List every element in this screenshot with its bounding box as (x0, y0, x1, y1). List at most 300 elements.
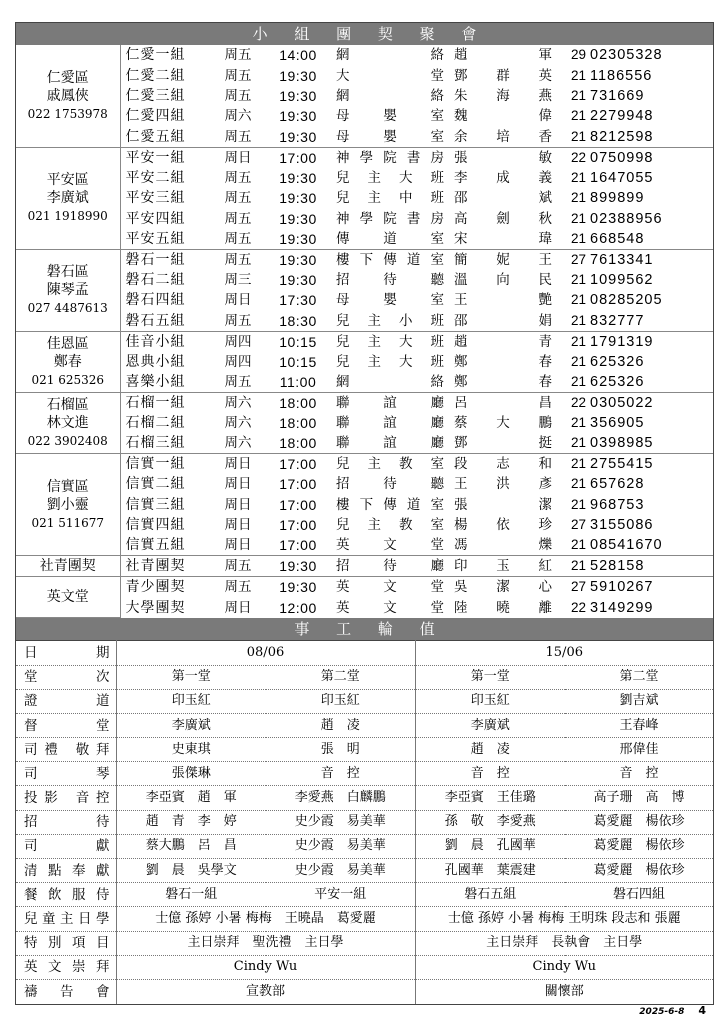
duty-cell: 高子珊 高 博 (565, 786, 713, 810)
meeting-venue: 母嬰室 (336, 108, 444, 125)
meeting-time: 19:30 (260, 577, 336, 598)
bulletin-sheet (15, 22, 714, 1005)
phone-number: 5910267 (590, 577, 713, 598)
phone-prefix: 21 (570, 210, 586, 226)
meeting-day: 周日 (216, 147, 260, 168)
area-cell (16, 147, 120, 249)
page-footer (639, 1004, 706, 1017)
area-name: 磐石區 (46, 264, 89, 281)
meeting-day: 周三 (224, 271, 252, 288)
meeting-day: 周六 (224, 108, 252, 125)
contact-person: 陸曉離 (454, 599, 552, 616)
duty-label: 司獻 (16, 834, 116, 858)
meeting-time: 18:30 (279, 312, 317, 329)
meeting-day: 周六 (224, 435, 252, 452)
duty-cell: 第一堂 (116, 665, 266, 689)
meeting-time: 18:00 (279, 435, 317, 452)
group-name: 平安五組 (125, 230, 186, 247)
duty-cell: 趙 凌 (266, 713, 415, 737)
group-row (16, 208, 713, 228)
duty-label: 招待 (16, 810, 116, 834)
duty-row (16, 810, 713, 834)
group-name: 信實四組 (125, 517, 186, 534)
phone-prefix: 21 (570, 108, 586, 124)
group-row (16, 106, 713, 126)
group-row (16, 311, 713, 332)
meeting-venue: 網絡 (336, 373, 444, 390)
area-phone: 027 4487613 (27, 301, 108, 316)
group-name: 石榴一組 (120, 392, 216, 413)
duty-row (16, 665, 713, 689)
meeting-venue: 兒主教室 (336, 517, 444, 534)
meeting-venue: 大堂 (336, 67, 444, 84)
area-cell (16, 454, 120, 556)
duty-cell: 主日崇拜 聖洗禮 主日學 (116, 931, 415, 955)
group-row (16, 433, 713, 454)
meeting-venue: 聯誼廳 (336, 415, 444, 432)
duty-cell: 李廣斌 (116, 713, 266, 737)
group-name: 仁愛四組 (125, 108, 186, 125)
group-row (16, 413, 713, 433)
duty-row (16, 762, 713, 786)
meeting-venue: 兒主教室 (336, 454, 454, 475)
area-phone: 021 625326 (31, 372, 105, 387)
phone-number: 2279948 (590, 108, 654, 125)
area-phone: 022 1753978 (27, 106, 108, 121)
meeting-venue: 樓下傳道室 (336, 249, 454, 270)
phone-number: 832777 (590, 312, 645, 329)
duty-row (16, 931, 713, 955)
duty-cell: 張傑琳 (116, 762, 266, 786)
meeting-time: 10:15 (279, 353, 317, 370)
phone-prefix: 21 (570, 537, 586, 553)
meeting-venue: 招待廳 (336, 556, 454, 577)
meeting-venue: 母嬰室 (336, 292, 444, 309)
duty-cell: 李亞賓 趙 軍 (116, 786, 266, 810)
phone-number: 668548 (590, 230, 645, 247)
meeting-venue: 母嬰室 (336, 128, 444, 145)
meeting-time: 19:30 (279, 128, 317, 145)
phone-prefix: 21 (570, 271, 586, 287)
group-name: 喜樂小組 (125, 373, 186, 390)
meeting-venue: 招待聽 (336, 476, 444, 493)
meeting-time: 17:00 (260, 454, 336, 475)
duty-label: 禱告會 (16, 979, 116, 1003)
meeting-time: 17:00 (279, 476, 317, 493)
duty-label: 特別項目 (16, 931, 116, 955)
area-name: 仁愛區 (46, 69, 89, 86)
phone-prefix: 21 (570, 67, 586, 83)
meeting-time: 19:30 (279, 230, 317, 247)
meeting-time: 14:00 (279, 47, 317, 64)
phone-prefix: 21 (570, 128, 586, 144)
group-row (16, 168, 713, 188)
contact-person: 鄧挺 (454, 435, 552, 452)
duty-label: 餐飲服侍 (16, 883, 116, 907)
phone-prefix: 21 (560, 331, 590, 352)
meeting-day: 周五 (216, 249, 260, 270)
meeting-venue: 聯誼廳 (336, 435, 444, 452)
meeting-time: 19:30 (279, 271, 317, 288)
meeting-time: 19:30 (279, 190, 317, 207)
meeting-day: 周五 (224, 128, 252, 145)
phone-number: 657628 (590, 476, 645, 493)
phone-prefix: 21 (570, 292, 586, 308)
contact-person: 李成義 (454, 169, 552, 186)
group-name: 平安二組 (125, 169, 186, 186)
meeting-time: 19:30 (279, 108, 317, 125)
duty-cell: 孫 敬 李愛燕 (415, 810, 565, 834)
group-name: 信實一組 (120, 454, 216, 475)
phone-number: 0398985 (590, 435, 654, 452)
group-name: 仁愛五組 (125, 128, 186, 145)
duty-row (16, 713, 713, 737)
meeting-day: 周五 (216, 577, 260, 598)
contact-person: 王洪彥 (454, 476, 552, 493)
meeting-day: 周五 (224, 373, 252, 390)
phone-number: 1099562 (590, 271, 654, 288)
meeting-day: 周日 (224, 476, 252, 493)
contact-person: 呂昌 (454, 392, 560, 413)
meeting-venue: 網絡 (336, 47, 444, 64)
meeting-time: 19:30 (279, 67, 317, 84)
meeting-day: 周五 (224, 67, 252, 84)
meeting-time: 17:00 (260, 147, 336, 168)
duty-cell: 葛愛麗 楊依珍 (565, 810, 713, 834)
meeting-venue: 英文堂 (336, 577, 454, 598)
phone-number: 731669 (590, 87, 645, 104)
group-name: 信實三組 (125, 496, 186, 513)
group-name: 磐石二組 (125, 271, 186, 288)
duty-cell: 王春峰 (565, 713, 713, 737)
meeting-venue: 兒主大班 (336, 169, 444, 186)
meeting-venue: 神學院書房 (336, 210, 444, 227)
group-name: 平安三組 (125, 190, 186, 207)
duty-cell: 音 控 (266, 762, 415, 786)
duty-cell: 葛愛麗 楊依珍 (565, 834, 713, 858)
contact-person: 張潔 (454, 496, 552, 513)
duty-row (16, 907, 713, 931)
meeting-day: 周六 (216, 392, 260, 413)
meeting-time: 17:00 (279, 517, 317, 534)
duty-row (16, 859, 713, 883)
duty-label: 日期 (16, 641, 116, 665)
meeting-time: 10:15 (260, 331, 336, 352)
page-number: 4 (698, 1004, 706, 1017)
group-name: 仁愛三組 (125, 87, 186, 104)
duty-cell: 史少霞 易美華 (266, 859, 415, 883)
duty-row (16, 834, 713, 858)
duty-cell: 士億 孫婷 小暑 梅梅 王明珠 段志和 張麗 (415, 907, 713, 931)
meeting-venue: 招待聽 (336, 271, 444, 288)
group-name: 平安一組 (120, 147, 216, 168)
meeting-day: 周五 (224, 190, 252, 207)
duty-cell: 士億 孫婷 小暑 梅梅 王曉晶 葛愛麗 (116, 907, 415, 931)
duty-cell: 宣教部 (245, 983, 285, 999)
contact-person: 王艷 (454, 292, 552, 309)
phone-number: 1647055 (590, 169, 654, 186)
meeting-time: 12:00 (279, 599, 317, 616)
group-name: 磐石一組 (120, 249, 216, 270)
phone-number: 625326 (590, 373, 645, 390)
meeting-venue: 兒主小班 (336, 312, 444, 329)
area-leader: 戚鳳俠 (46, 87, 89, 104)
meeting-day: 周四 (224, 353, 252, 370)
meeting-venue: 樓下傳道室 (336, 496, 444, 513)
group-name: 大學團契 (125, 599, 186, 616)
contact-person: 余培香 (454, 128, 552, 145)
contact-person: 溫向民 (454, 271, 552, 288)
groups-table (16, 45, 713, 618)
group-name: 信實五組 (125, 537, 186, 554)
contact-person: 段志和 (454, 454, 560, 475)
duty-row (16, 955, 713, 979)
phone-number: 625326 (590, 353, 645, 370)
contact-person: 吳潔心 (454, 577, 560, 598)
group-row (16, 65, 713, 85)
duty-cell: 李廣斌 (415, 713, 565, 737)
duty-cell: 音 控 (565, 762, 713, 786)
phone-number: 0305022 (590, 392, 713, 413)
group-name: 磐石四組 (125, 292, 186, 309)
contact-person: 趙軍 (454, 47, 552, 64)
group-name: 石榴二組 (125, 415, 186, 432)
contact-person: 鄧群英 (454, 67, 552, 84)
contact-person: 鄭春 (454, 373, 552, 390)
group-row (16, 392, 713, 413)
group-row (16, 352, 713, 372)
group-name: 磐石五組 (125, 312, 186, 329)
meeting-time: 17:00 (279, 537, 317, 554)
duty-row-date (16, 641, 713, 665)
group-name: 仁愛二組 (125, 67, 186, 84)
phone-number: 968753 (590, 496, 645, 513)
duty-cell: 史東琪 (116, 738, 266, 762)
meeting-day: 周日 (224, 599, 252, 616)
duty-label: 兒童主日學 (16, 907, 116, 931)
phone-number: 1186556 (590, 67, 653, 84)
group-row (16, 535, 713, 556)
contact-person: 邵娟 (454, 312, 552, 329)
duty-cell: 邢偉佳 (565, 738, 713, 762)
duty-row (16, 979, 713, 1003)
area-name: 英文堂 (46, 589, 89, 606)
duty-label: 清點奉獻 (16, 859, 116, 883)
phone-number: 02388956 (590, 210, 663, 227)
phone-prefix: 21 (560, 454, 590, 475)
meeting-venue: 兒主大班 (336, 331, 454, 352)
duty-cell: 第二堂 (266, 665, 415, 689)
duty-row (16, 883, 713, 907)
meeting-time: 11:00 (279, 373, 317, 390)
meeting-venue: 兒主中班 (336, 190, 444, 207)
duty-label: 司琴 (16, 762, 116, 786)
contact-person: 張敏 (454, 147, 560, 168)
duty-label: 投影 音控 (16, 786, 116, 810)
contact-person: 馮爍 (454, 537, 552, 554)
meeting-day: 周四 (216, 331, 260, 352)
group-row (16, 86, 713, 106)
duty-row (16, 689, 713, 713)
duty-cell: 印玉紅 (266, 689, 415, 713)
duty-cell: 葛愛麗 楊依珍 (565, 859, 713, 883)
area-cell (16, 249, 120, 331)
duty-row (16, 786, 713, 810)
phone-prefix: 21 (570, 415, 586, 431)
meeting-day: 周五 (224, 210, 252, 227)
phone-number: 528158 (590, 556, 713, 577)
group-row (16, 188, 713, 208)
duty-label: 堂次 (16, 665, 116, 689)
phone-prefix: 21 (570, 435, 586, 451)
group-row (16, 577, 713, 598)
meeting-venue: 英文堂 (336, 537, 444, 554)
area-cell (16, 392, 120, 453)
group-name: 佳音小組 (120, 331, 216, 352)
meeting-venue: 傳道室 (336, 230, 444, 247)
group-row (16, 249, 713, 270)
area-name: 石榴區 (46, 397, 89, 414)
phone-prefix: 27 (560, 249, 590, 270)
area-leader: 李廣斌 (46, 190, 89, 207)
area-leader: 陳琴孟 (46, 282, 89, 299)
meeting-day: 周日 (224, 292, 252, 309)
duty-cell: 劉 晨 吳學文 (116, 859, 266, 883)
phone-prefix: 21 (570, 353, 586, 369)
meeting-day: 周日 (224, 496, 252, 513)
phone-prefix: 21 (560, 556, 590, 577)
meeting-venue: 英文堂 (336, 599, 444, 616)
group-row (16, 229, 713, 250)
duty-cell: 劉 晨 孔國華 (415, 834, 565, 858)
area-phone: 022 3902408 (27, 434, 108, 449)
group-row (16, 515, 713, 535)
meeting-venue: 網絡 (336, 87, 444, 104)
contact-person: 鄭春 (454, 353, 552, 370)
group-row (16, 331, 713, 352)
contact-person: 印玉紅 (454, 556, 560, 577)
phone-prefix: 27 (560, 577, 590, 598)
group-row (16, 147, 713, 168)
area-name: 佳恩區 (46, 335, 89, 352)
duty-cell: 張 明 (266, 738, 415, 762)
duty-cell: 史少霞 易美華 (266, 810, 415, 834)
meeting-day: 周日 (224, 517, 252, 534)
phone-number: 1791319 (590, 331, 713, 352)
group-name: 仁愛一組 (125, 47, 186, 64)
duty-cell: 史少霞 易美華 (266, 834, 415, 858)
duty-cell: 蔡大鵬 呂 昌 (116, 834, 266, 858)
duty-cell: 印玉紅 (415, 689, 565, 713)
group-name: 石榴三組 (125, 435, 186, 452)
duty-cell: 關懷部 (415, 979, 713, 1003)
contact-person: 楊依珍 (454, 517, 552, 534)
duty-date: 08/06 (116, 641, 415, 665)
duty-cell: 第一堂 (415, 665, 565, 689)
meeting-day: 周六 (224, 415, 252, 432)
duty-cell: 磐石五組 (415, 883, 565, 907)
area-name: 社青團契 (39, 558, 96, 575)
phone-number: 7613341 (590, 249, 713, 270)
contact-person: 魏偉 (454, 108, 552, 125)
duty-cell: 磐石四組 (565, 883, 713, 907)
group-name: 社青團契 (120, 556, 216, 577)
duty-cell: 李亞賓 王佳璐 (415, 786, 565, 810)
phone-prefix: 21 (570, 476, 586, 492)
area-cell (16, 556, 120, 577)
meeting-day: 周五 (224, 312, 252, 329)
phone-prefix: 21 (570, 190, 586, 206)
meeting-day: 周日 (216, 454, 260, 475)
phone-number: 0750998 (590, 147, 713, 168)
contact-person: 趙青 (454, 331, 560, 352)
area-name: 信實區 (46, 478, 89, 495)
duty-cell: 李愛燕 白麟鵬 (266, 786, 415, 810)
group-row (16, 454, 713, 475)
group-row (16, 290, 713, 310)
group-name: 恩典小組 (125, 353, 186, 370)
duty-cell: 第二堂 (565, 665, 713, 689)
duty-cell: 趙 凌 (415, 738, 565, 762)
area-leader: 鄭春 (53, 353, 82, 370)
contact-person: 高劍秋 (454, 210, 552, 227)
meeting-day: 周五 (224, 230, 252, 247)
phone-prefix: 21 (570, 373, 586, 389)
phone-number: 08285205 (590, 292, 663, 309)
meeting-time: 17:30 (279, 292, 317, 309)
group-name: 青少團契 (120, 577, 216, 598)
contact-person: 邵斌 (454, 190, 552, 207)
duty-label: 督堂 (16, 713, 116, 737)
duty-cell: 主日崇拜 長執會 主日學 (415, 931, 713, 955)
meeting-day: 周五 (224, 47, 252, 64)
area-leader: 林文進 (46, 415, 89, 432)
phone-prefix: 22 (560, 147, 590, 168)
duty-cell: Cindy Wu (116, 955, 415, 979)
phone-prefix: 22 (570, 599, 586, 615)
group-name: 信實二組 (125, 476, 186, 493)
meeting-day: 周五 (224, 87, 252, 104)
meeting-venue: 神學院書房 (336, 147, 454, 168)
phone-number: 3149299 (590, 599, 654, 616)
group-row (16, 597, 713, 617)
duty-label: 英文崇拜 (16, 955, 116, 979)
meeting-day: 周日 (224, 537, 252, 554)
duty-label: 司禮 敬拜 (16, 738, 116, 762)
group-row (16, 270, 713, 290)
group-row (16, 474, 713, 494)
meeting-time: 18:00 (279, 415, 317, 432)
meeting-time: 19:30 (260, 249, 336, 270)
phone-number: 2755415 (590, 454, 713, 475)
duty-section-title: 事 工 輪 值 (16, 618, 713, 640)
area-phone: 021 1918990 (27, 209, 108, 224)
duty-cell: 趙 青 李 婷 (116, 810, 266, 834)
groups-section-title: 小 組 團 契 聚 會 (16, 23, 713, 45)
duty-cell: 印玉紅 (116, 689, 266, 713)
contact-person: 蔡大鵬 (454, 415, 552, 432)
duty-cell: 磐石一組 (116, 883, 266, 907)
group-row (16, 495, 713, 515)
area-cell (16, 577, 120, 618)
meeting-venue: 兒主大班 (336, 353, 444, 370)
duty-cell: Cindy Wu (415, 955, 713, 979)
area-phone: 021 511677 (31, 515, 105, 530)
duty-label: 證道 (16, 689, 116, 713)
phone-prefix: 21 (570, 312, 586, 328)
meeting-time: 19:30 (279, 87, 317, 104)
area-name: 平安區 (46, 172, 89, 189)
